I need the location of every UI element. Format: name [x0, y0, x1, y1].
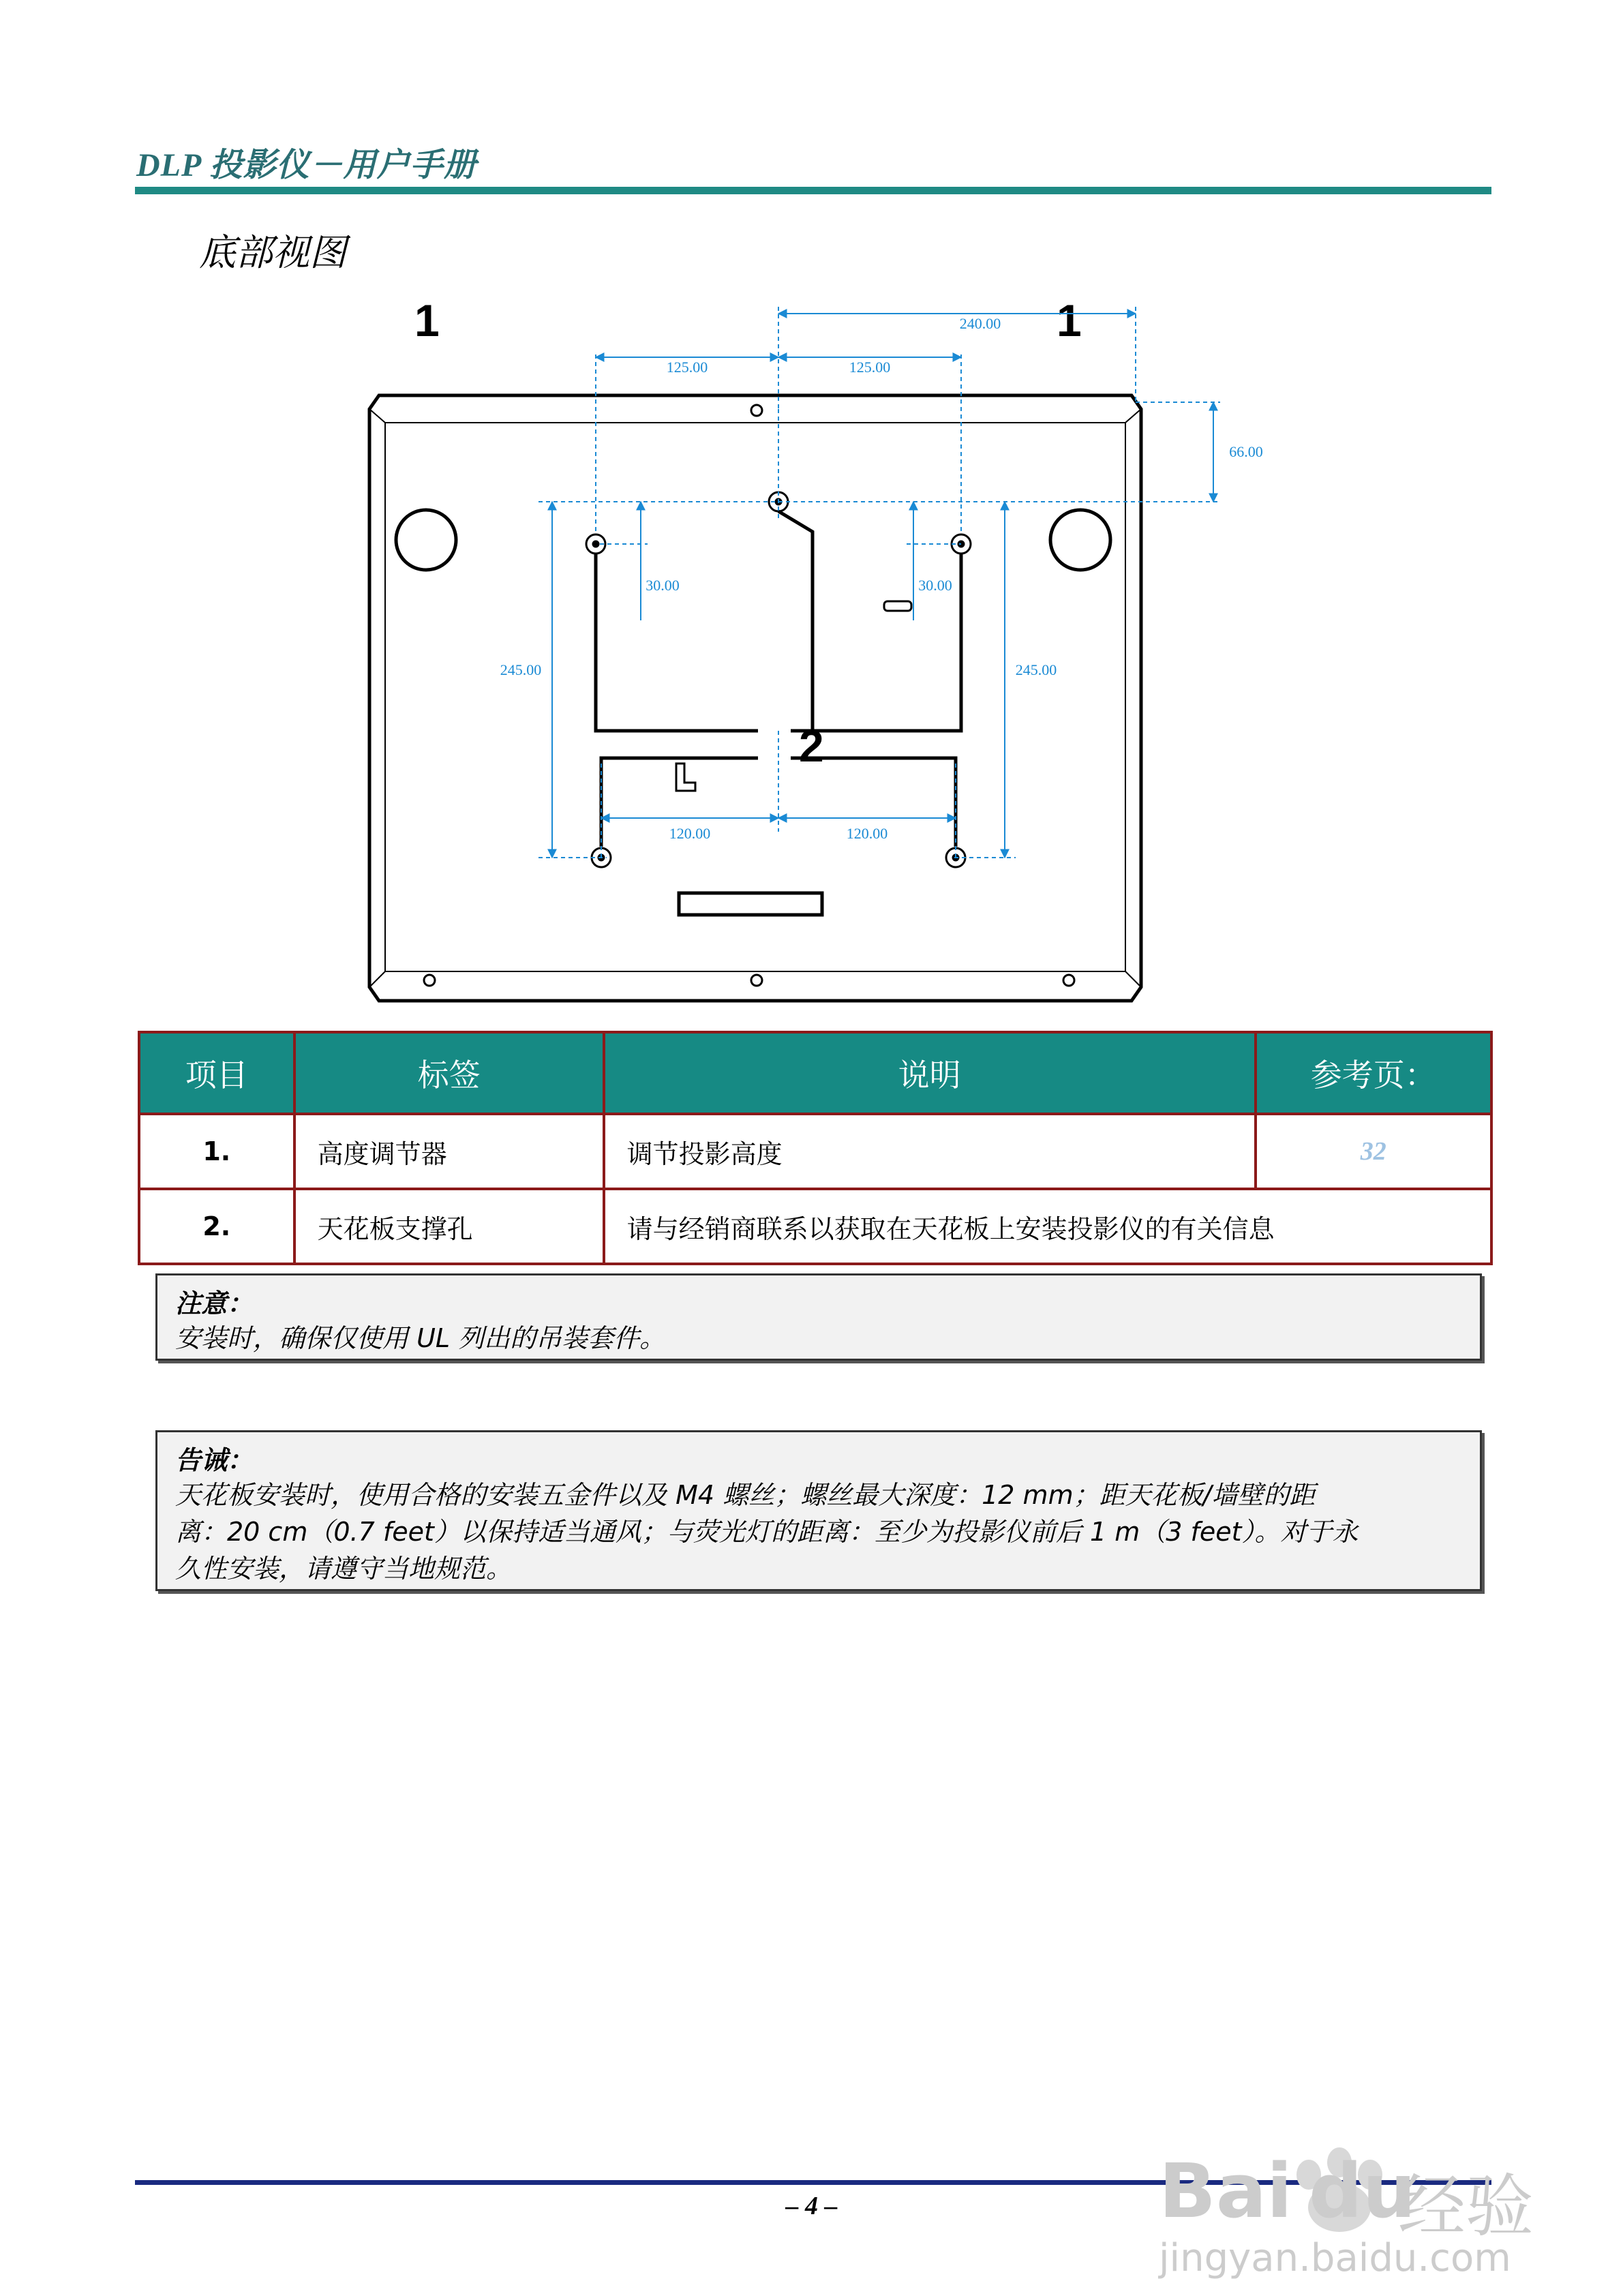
callout-1-right: 1 [1057, 295, 1082, 346]
note-title: 注意： [175, 1288, 254, 1318]
table-header-row [139, 1032, 1491, 1114]
dim-top-left: 125.00 [666, 359, 708, 376]
callout-2: 2 [799, 721, 824, 771]
dim-inner-right: 30.00 [918, 577, 952, 594]
bottom-view-diagram [286, 286, 1281, 1009]
height-adjuster-left [396, 510, 456, 570]
height-adjuster-right [1050, 510, 1110, 570]
row-label: 高度调节器 [294, 1114, 604, 1189]
header-label: 标签 [294, 1032, 604, 1114]
dim-right-vertical: 245.00 [1015, 661, 1057, 678]
header-description: 说明 [604, 1032, 1256, 1114]
row-reference-page-link[interactable]: 32 [1256, 1114, 1491, 1189]
watermark-brand-2: du [1309, 2147, 1416, 2235]
note-body: 安装时，确保仅使用 UL 列出的吊装套件。 [175, 1323, 666, 1353]
header-rule [135, 187, 1491, 194]
dim-top-total: 240.00 [959, 315, 1001, 332]
header-item: 项目 [139, 1032, 294, 1114]
note-box [155, 1273, 1482, 1361]
warning-box [155, 1430, 1482, 1591]
dim-right-offset: 66.00 [1229, 443, 1263, 460]
items-table [138, 1031, 1493, 1265]
callout-1-left: 1 [414, 295, 440, 346]
row-item-number: 1. [139, 1114, 294, 1189]
table-row [139, 1189, 1491, 1264]
watermark-url: jingyan.baidu.com [1159, 2236, 1511, 2280]
header-reference-page: 参考页： [1256, 1032, 1491, 1114]
warning-line-2: 离：20 cm（0.7 feet）以保持适当通风；与荧光灯的距离：至少为投影仪前后 1 m（3 feet）。对于永 [175, 1517, 1359, 1547]
warning-title: 告诫： [175, 1445, 254, 1475]
dim-bottom-right: 120.00 [846, 825, 888, 842]
warning-line-1: 天花板安装时，使用合格的安装五金件以及 M4 螺丝；螺丝最大深度：12 mm；距天花板/墙壁的距 [175, 1480, 1316, 1510]
row-item-number: 2. [139, 1189, 294, 1264]
projector-outline [369, 395, 1141, 1001]
dim-inner-left: 30.00 [646, 577, 680, 594]
row-description: 请与经销商联系以获取在天花板上安装投影仪的有关信息 [604, 1189, 1491, 1264]
warning-line-3: 久性安装，请遵守当地规范。 [175, 1554, 513, 1584]
dim-left-vertical: 245.00 [500, 661, 542, 678]
dim-top-right: 125.00 [849, 359, 891, 376]
dim-bottom-left: 120.00 [669, 825, 711, 842]
watermark-brand-cn: 经验 [1397, 2166, 1534, 2246]
row-label: 天花板支撑孔 [294, 1189, 604, 1264]
table-row [139, 1114, 1491, 1189]
page-number: – 4 – [785, 2192, 838, 2220]
watermark-brand: Bai [1159, 2147, 1292, 2235]
mount-leader-lines [596, 511, 961, 847]
row-description: 调节投影高度 [604, 1114, 1256, 1189]
header-title: DLP 投影仪－用户手册 [136, 147, 477, 183]
section-title: 底部视图 [199, 231, 346, 274]
